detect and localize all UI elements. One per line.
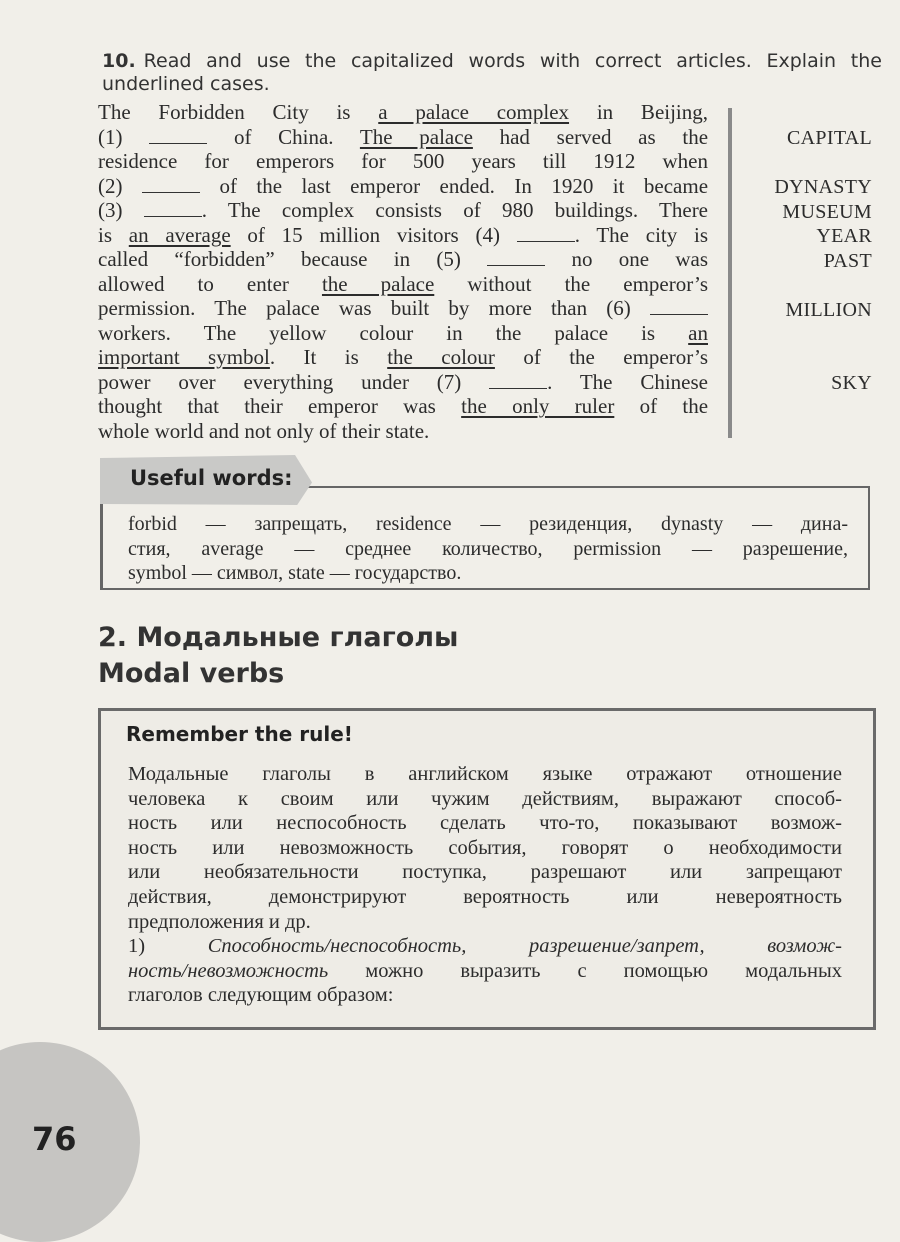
blank-4[interactable] bbox=[517, 223, 575, 242]
column-divider bbox=[728, 108, 732, 438]
blank-1[interactable] bbox=[149, 125, 207, 144]
underlined-phrase: the palace bbox=[321, 271, 435, 296]
rule-title: Remember the rule! bbox=[126, 722, 353, 746]
blank-6[interactable] bbox=[650, 296, 708, 315]
underlined-phrase: the colour bbox=[387, 345, 495, 369]
useful-words-text: forbid — запрещать, residence — резиденция, dynasty — дина- стия, average — среднее количество, permission — разрешение, symbol — символ, state — государство. bbox=[128, 513, 848, 584]
instruction-text-cont: underlined cases. bbox=[102, 73, 270, 95]
section-title-ru: 2. Модальные глаголы bbox=[98, 622, 459, 653]
cap-word-million: MILLION bbox=[785, 299, 872, 321]
underlined-phrase: an bbox=[688, 320, 708, 345]
blank-2[interactable] bbox=[142, 174, 200, 193]
cap-word-past: PAST bbox=[823, 250, 872, 272]
useful-words-box-border bbox=[100, 504, 103, 590]
blank-3[interactable] bbox=[144, 198, 202, 217]
page-number: 76 bbox=[32, 1120, 77, 1158]
cap-word-year: YEAR bbox=[816, 225, 872, 247]
useful-words-title: Useful words: bbox=[130, 466, 293, 490]
cap-word-sky: SKY bbox=[831, 372, 872, 394]
underlined-phrase: a palace complex bbox=[378, 100, 570, 124]
underlined-phrase: an average bbox=[128, 222, 231, 247]
instruction-text: Read and use the capitalized words with correct articles. Explain the bbox=[143, 50, 882, 72]
cap-word-dynasty: DYNASTY bbox=[774, 176, 872, 198]
underlined-phrase: the only ruler bbox=[461, 394, 615, 418]
exercise-instruction bbox=[102, 50, 882, 96]
rule-text: Модальные глаголы в английском языке отражают отношение человека к своим или чужим действиям, выражают способ- ность или неспособность сделать что-то, показывают возмож- ность или невозможность события, говорят о необходимости или необязательности поступка, разрешают или запрещают действия, демонстрируют вероятность или невероятность предположения и др. 1) Способность/неспособность, разрешение/запрет, возмож- ность/невозможность можно выразить с помощью модальных глаголов следующим образом: bbox=[128, 763, 843, 1007]
exercise-passage: The Forbidden City is a palace complex in Beijing, (1) of China. The palace had served as the residence for emperors for 500 years till 1912 when (2) of the last emperor ended. In 1920 it became (3) . The complex consists of 980 buildings. There is an average of 15 million visitors (4) . The city is called “forbidden” because in (5) no one was allowed to enter the palace without the emperor’s permission. The palace was built by more than (6) workers. The yellow colour in the palace is an important symbol. It is the colour of the emperor’s power over everything under (7) . The Chinese thought that their emperor was the only ruler of the whole world and not only of their state. bbox=[98, 100, 709, 443]
blank-7[interactable] bbox=[489, 370, 547, 389]
cap-word-museum: MUSEUM bbox=[782, 201, 872, 223]
exercise-number: 10. bbox=[102, 50, 136, 72]
underlined-phrase: important symbol bbox=[98, 345, 270, 369]
underlined-phrase: The palace bbox=[359, 124, 473, 149]
cap-word-capital: CAPITAL bbox=[787, 127, 872, 149]
blank-5[interactable] bbox=[487, 247, 545, 266]
section-title-en: Modal verbs bbox=[98, 658, 285, 689]
